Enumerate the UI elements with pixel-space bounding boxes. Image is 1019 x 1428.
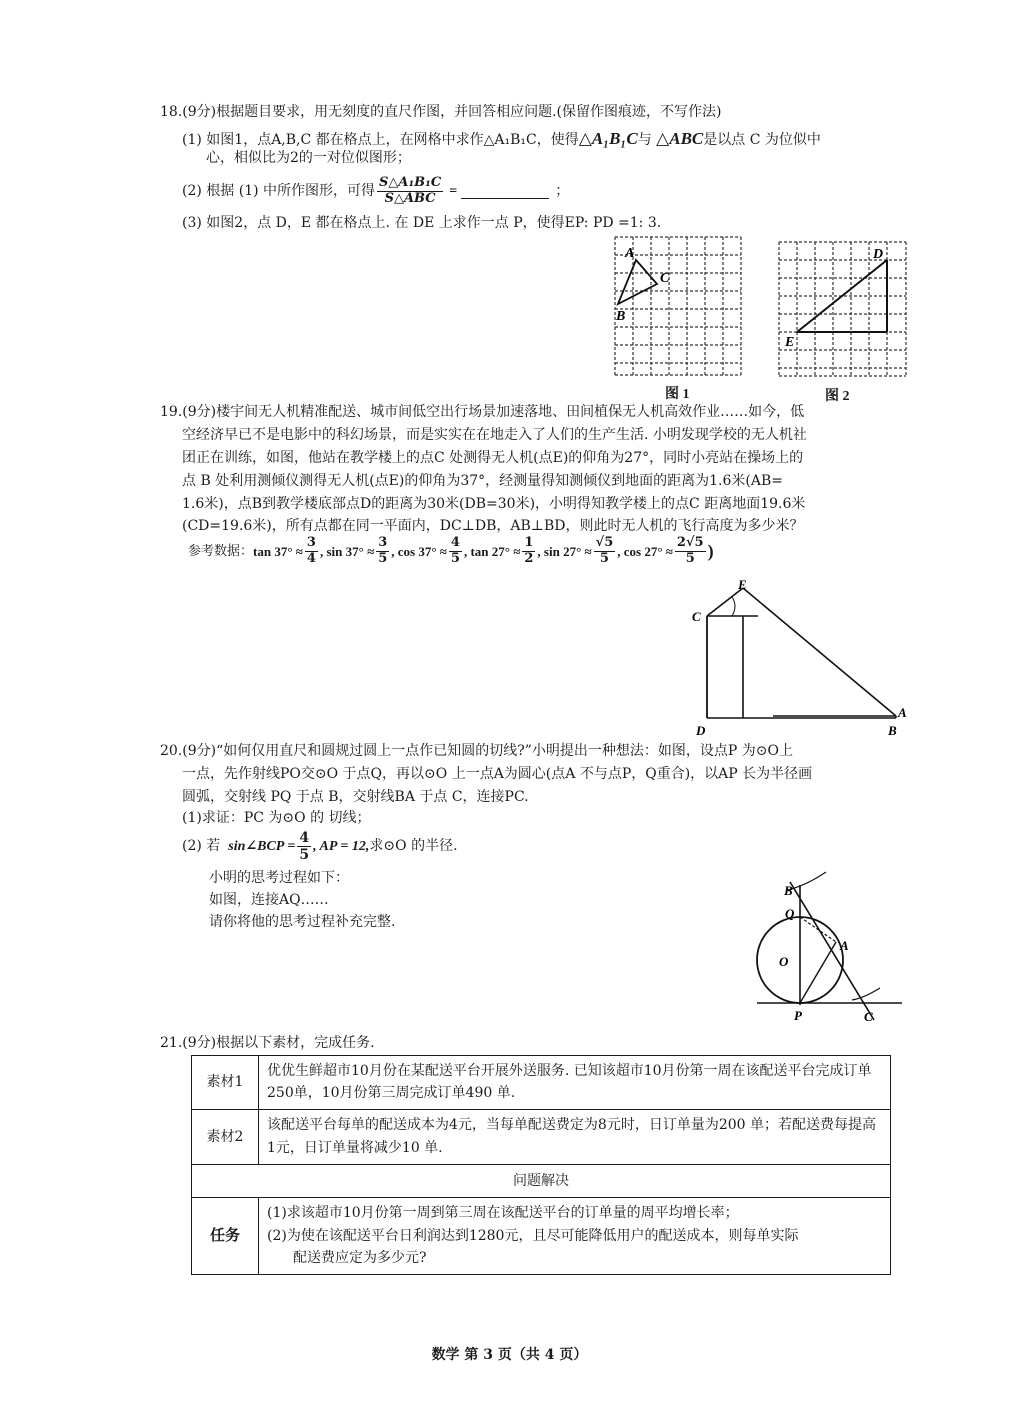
q21-section-title: 问题解决 <box>192 1164 891 1197</box>
q19-sin27-frac <box>594 536 616 567</box>
q19-tan27-num: 1 <box>524 535 534 550</box>
q19-line-5: 1.6米)，点B到教学楼底部点D的距离为30米(DB=30米)，小明得知教学楼上的点C 距离地面19.6米 <box>182 496 806 512</box>
q18-part1-text-b: 是以点 C 为位似中 <box>703 132 821 148</box>
q19-sin37: , sin 37° ≈ <box>319 543 375 559</box>
q19-tan27: , tan 27° ≈ <box>463 543 521 559</box>
q19-label-c: C <box>692 609 701 624</box>
q21-row-material1 <box>192 1056 891 1110</box>
q18-part2-end: ； <box>555 182 570 199</box>
q21-task-1: (1)求该超市10月份第一周到第三周在该配送平台的订单量的周平均增长率； <box>267 1205 739 1222</box>
q21-task-2: (2)为使在该配送平台日利润达到1280元，且尽可能降低用户的配送成本，则每单实际 <box>267 1227 799 1244</box>
q21-task-content <box>259 1197 891 1274</box>
q19-sin27-num: √5 <box>595 535 614 550</box>
page-footer: 数学 第 3 页（共 4 页） <box>431 1347 588 1363</box>
q19-line-ce <box>707 588 743 616</box>
q18-figure2-caption: 图 2 <box>825 389 850 404</box>
q19-line-3: 团正在训练，如图，他站在教学楼上的点C 处测得无人机(点E)的仰角为27°，同时小亮站在操场上的 <box>182 450 804 466</box>
q19-tan37-den: 4 <box>306 550 316 566</box>
q19-angle-mark <box>732 597 735 616</box>
q19-tan37: tan 37° ≈ <box>253 543 303 559</box>
q19-sin27: , sin 27° ≈ <box>537 543 592 559</box>
q19-tan27-frac <box>522 536 535 567</box>
q19-figure <box>688 578 913 738</box>
q19-cos37-den: 5 <box>450 550 460 566</box>
q18-figure1-caption: 图 1 <box>665 387 690 402</box>
q19-reference-data <box>188 536 714 567</box>
q21-row-task <box>192 1197 891 1274</box>
q21-task-3: 配送费应定为多少元? <box>293 1249 427 1266</box>
q20-line-2: 一点，先作射线PO交⊙O 于点Q，再以⊙O 上一点A为圆心(点A 不与点P，Q重合)，以AP 长为半径画 <box>182 766 813 782</box>
q19-label-e: E <box>738 578 747 592</box>
q20-think-2: 如图，连接AQ…… <box>209 892 329 908</box>
q19-sin37-den: 5 <box>378 550 388 566</box>
q21-material2-text: 该配送平台每单的配送成本为4元，当每单配送费定为8元时，日订单量为200 单；若配送费每提高1元，日订单量将减少10 单. <box>259 1109 891 1164</box>
q18-stem: 18.(9分)根据题目要求，用无刻度的直尺作图，并回答相应问题.(保留作图痕迹，不写作法) <box>160 104 722 120</box>
q18-area-ratio-den: S△ABC <box>384 190 436 206</box>
q18-fig2-label-e: E <box>785 335 795 350</box>
q19-line-ea <box>743 588 896 716</box>
q19-label-d: D <box>696 723 706 738</box>
q19-line-6: (CD=19.6米)，所有点都在同一平面内，DC⊥DB，AB⊥BD，则此时无人机的飞行高度为多少米？ <box>182 518 804 534</box>
q20-part2 <box>182 830 458 863</box>
q19-label-b: B <box>888 723 897 738</box>
q20-sin-num: 4 <box>299 830 310 846</box>
q19-cos27-num: 2√5 <box>676 535 704 550</box>
q20-label-c: C <box>864 1009 873 1024</box>
q20-ap-value: , AP = 12, <box>313 839 370 855</box>
q19-line-2: 空经济早已不是电影中的科幻场景，而是实实在在地走入了人们的生产生活. 小明发现学校的无人机社 <box>182 427 807 443</box>
q21-material-table <box>191 1055 891 1275</box>
q19-cos37-num: 4 <box>450 535 460 550</box>
q18-equals: = <box>449 183 458 199</box>
q18-triangle-a1b1c: △A₁B₁C <box>578 129 638 148</box>
q21-row-section <box>192 1164 891 1197</box>
q20-line-3: 圆弧，交射线 PQ 于点 B，交射线BA 于点 C，连接PC. <box>182 789 529 805</box>
q21-task-label: 任务 <box>192 1197 259 1274</box>
q19-tan37-num: 3 <box>306 535 316 550</box>
q19-cos27-frac <box>675 536 706 567</box>
q18-figure1 <box>610 232 746 380</box>
q19-line-1: 19.(9分)楼宇间无人机精准配送、城市间低空出行场景加速落地、田间植保无人机高效作业……如今，低 <box>160 404 805 420</box>
q18-part3: (3) 如图2，点 D，E 都在格点上. 在 DE 上求作一点 P，使得EP: PD =1: 3. <box>182 215 662 231</box>
q18-fig2-label-d: D <box>873 247 884 262</box>
q18-triangle-abc: △ABC <box>656 129 704 148</box>
q20-part2-prefix: (2) 若 <box>182 838 221 855</box>
q20-label-q: Q <box>785 906 795 921</box>
q19-ref-close: ) <box>707 540 714 561</box>
q19-cos37: , cos 37° ≈ <box>391 543 447 559</box>
q19-sin27-den: 5 <box>599 550 609 566</box>
q20-segment-ap <box>800 942 836 1003</box>
q18-fig1-label-a: A <box>625 246 635 261</box>
q18-answer-blank <box>461 184 549 199</box>
q20-sin-bcp: sin∠BCP = <box>228 839 296 855</box>
q18-part1-with: 与 <box>637 132 652 148</box>
q21-material2-label: 素材2 <box>192 1109 259 1164</box>
q19-sin37-frac <box>376 536 389 567</box>
q19-label-a: A <box>898 705 907 720</box>
q20-think-1: 小明的思考过程如下： <box>209 870 349 886</box>
q20-think-3: 请你将他的思考过程补充完整. <box>209 914 396 930</box>
q18-fig1-label-b: B <box>616 309 626 324</box>
q21-material1-text: 优优生鲜超市10月份在某配送平台开展外送服务. 已知该超市10月份第一周在该配送平台完成订单250单，10月份第三周完成订单490 单. <box>259 1056 891 1110</box>
q19-ref-label: 参考数据： <box>188 543 254 559</box>
q18-area-ratio <box>377 176 443 207</box>
q21-stem: 21.(9分)根据以下素材，完成任务. <box>160 1035 375 1051</box>
q20-label-p: P <box>794 1008 802 1023</box>
q21-row-material2 <box>192 1109 891 1164</box>
q19-line-4: 点 B 处利用测倾仪测得无人机(点E)的仰角为37°，经测量得知测倾仪到地面的距离为1.6米(AB= <box>182 473 783 489</box>
q18-fig1-label-c: C <box>660 271 670 286</box>
q18-part1-text-a: (1) 如图1，点A,B,C 都在格点上，在网格中求作△A₁B₁C，使得 <box>182 132 579 148</box>
q18-area-ratio-num: S△A₁B₁C <box>379 175 442 190</box>
q20-label-a: A <box>840 938 849 953</box>
q18-part2 <box>182 176 569 207</box>
q18-part2-text: (2) 根据 (1) 中所作图形，可得 <box>182 182 376 199</box>
q20-sin-frac <box>297 830 311 863</box>
q21-material1-label: 素材1 <box>192 1056 259 1110</box>
q20-line-1: 20.(9分)“如何仅用直尺和圆规过圆上一点作已知圆的切线?”小明提出一种想法：如图，设点P 为⊙O上 <box>160 743 793 759</box>
q18-figure2 <box>775 238 910 380</box>
q19-cos27-den: 5 <box>685 550 695 566</box>
q19-cos27: , cos 27° ≈ <box>617 543 673 559</box>
q20-figure <box>752 870 912 1025</box>
q19-cos37-frac <box>449 536 462 567</box>
q18-part1-line2: 心，相似比为2的一对位似图形； <box>206 150 411 166</box>
q20-sin-den: 5 <box>299 847 310 864</box>
q19-tan27-den: 2 <box>524 550 534 566</box>
q19-sin37-num: 3 <box>378 535 388 550</box>
q20-part2-question: 求⊙O 的半径. <box>369 838 458 855</box>
q20-label-b: B <box>784 883 793 898</box>
q20-part1: (1)求证：PC 为⊙O 的 切线； <box>182 810 371 826</box>
q19-tan37-frac <box>305 536 318 567</box>
q20-label-o: O <box>779 954 789 969</box>
